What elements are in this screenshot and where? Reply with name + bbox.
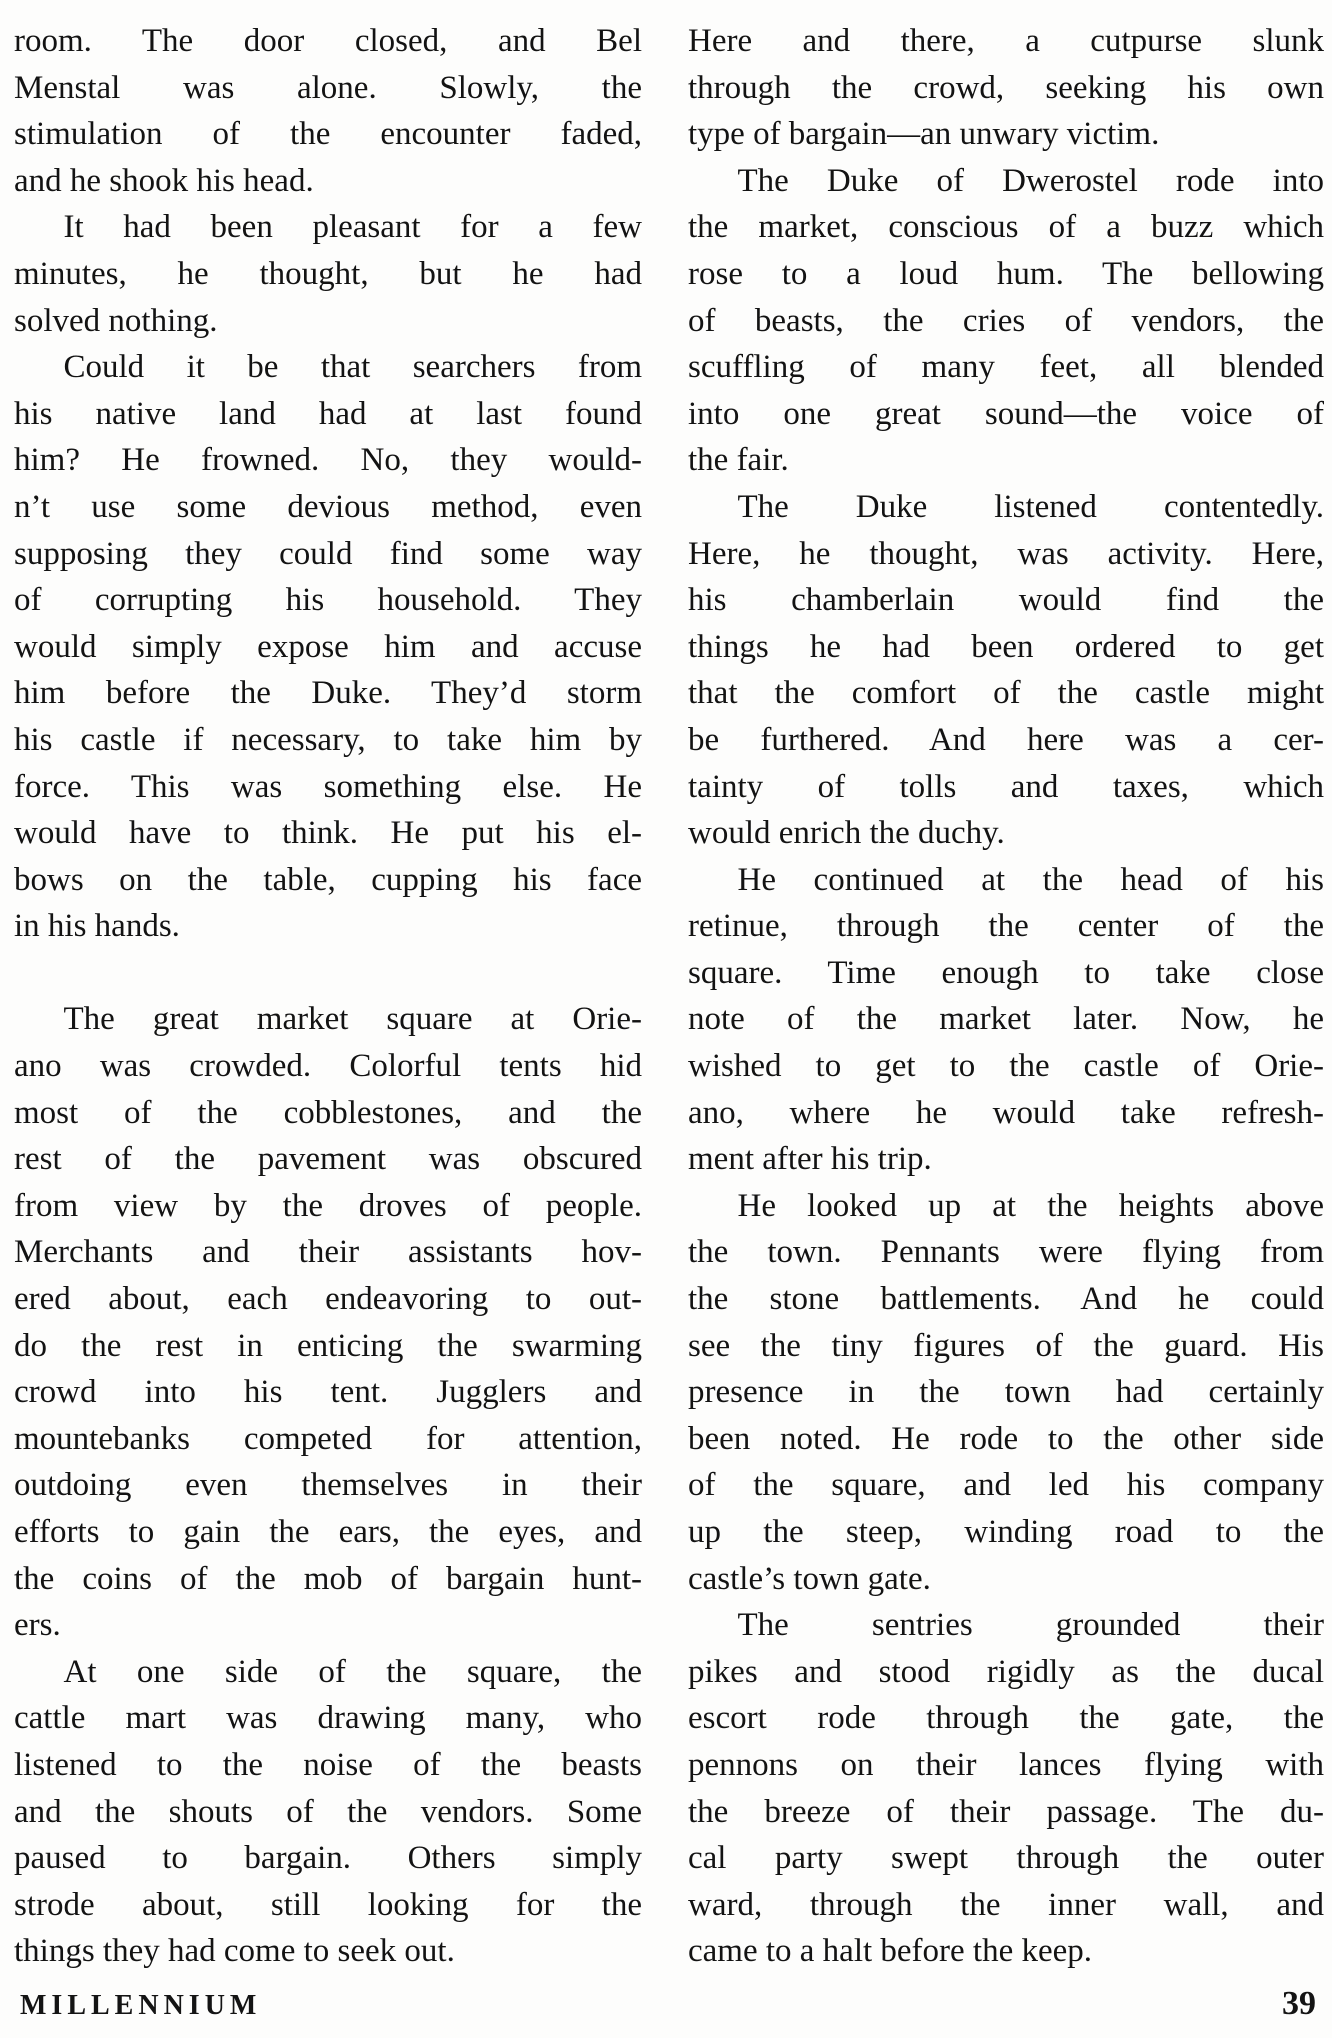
text-line: At one side of the square, the: [63, 1653, 642, 1690]
text-line: things they had come to seek out.: [14, 1933, 455, 1970]
text-line: paused to bargain. Others simply: [14, 1840, 642, 1877]
text-line: efforts to gain the ears, the eyes, and: [14, 1514, 642, 1550]
text-line: ers.: [14, 1607, 61, 1644]
text-line: Here and there, a cutpurse slunk: [688, 23, 1324, 59]
page-number: 39: [1282, 1984, 1316, 2022]
text-line: rose to a loud hum. The bellowing: [688, 255, 1324, 292]
text-line: cal party swept through the outer: [688, 1840, 1324, 1877]
text-line: ment after his trip.: [688, 1141, 932, 1178]
text-line: force. This was something else. He: [14, 768, 642, 805]
text-line: the fair.: [688, 442, 789, 479]
text-line: his native land had at last found: [14, 395, 642, 432]
column-left: [14, 18, 642, 1975]
text-line: He looked up at the heights above: [737, 1187, 1324, 1224]
text-line: square. Time enough to take close: [688, 954, 1324, 991]
text-line: his castle if necessary, to take him by: [14, 721, 642, 758]
text-line: the stone battlements. And he could: [688, 1281, 1324, 1318]
text-line: strode about, still looking for the: [14, 1886, 642, 1923]
text-line: escort rode through the gate, the: [688, 1700, 1324, 1737]
blank-line: [14, 950, 642, 997]
text-line: the town. Pennants were flying from: [688, 1234, 1324, 1271]
text-line: presence in the town had certainly: [688, 1374, 1324, 1411]
text-line: supposing they could find some way: [14, 535, 642, 572]
text-line: listened to the noise of the beasts: [14, 1746, 642, 1783]
text-line: bows on the table, cupping his face: [14, 861, 642, 898]
text-line: tainty of tolls and taxes, which: [688, 768, 1324, 805]
column-right: [688, 18, 1324, 1975]
text-line: Could it be that searchers from: [63, 349, 642, 386]
text-line: scuffling of many feet, all blended: [688, 349, 1324, 386]
text-line: through the crowd, seeking his own: [688, 69, 1324, 106]
text-line: n’t use some devious method, even: [14, 488, 642, 525]
text-line: do the rest in enticing the swarming: [14, 1327, 642, 1364]
text-line: Merchants and their assistants hov-: [14, 1234, 642, 1271]
text-line: would have to think. He put his el-: [14, 815, 642, 852]
text-line: of corrupting his household. They: [14, 582, 642, 619]
text-line: pikes and stood rigidly as the ducal: [688, 1653, 1324, 1690]
text-line: He continued at the head of his: [737, 861, 1324, 898]
text-line: pennons on their lances flying with: [688, 1746, 1324, 1783]
text-line: from view by the droves of people.: [14, 1187, 642, 1224]
page-footer: [0, 1985, 1332, 2023]
text-line: type of bargain—an unwary victim.: [688, 116, 1160, 153]
text-line: mountebanks competed for attention,: [14, 1420, 642, 1457]
text-line: the coins of the mob of bargain hunt-: [14, 1560, 642, 1597]
text-line: ano was crowded. Colorful tents hid: [14, 1048, 642, 1085]
text-line: the breeze of their passage. The du-: [688, 1793, 1324, 1830]
text-line: his chamberlain would find the: [688, 582, 1324, 619]
text-line: Here, he thought, was activity. Here,: [688, 535, 1324, 572]
text-line: Menstal was alone. Slowly, the: [14, 69, 642, 106]
text-line: of beasts, the cries of vendors, the: [688, 302, 1324, 339]
text-line: The Duke of Dwerostel rode into: [737, 162, 1324, 199]
text-line: wished to get to the castle of Orie-: [688, 1048, 1324, 1085]
magazine-title: MILLENNIUM: [20, 1989, 262, 2021]
text-line: him? He frowned. No, they would-: [14, 442, 642, 479]
text-line: The Duke listened contentedly.: [737, 488, 1324, 525]
text-line: room. The door closed, and Bel: [14, 23, 642, 59]
text-line: solved nothing.: [14, 302, 218, 339]
text-line: most of the cobblestones, and the: [14, 1094, 642, 1131]
text-line: that the comfort of the castle might: [688, 675, 1324, 712]
text-line: be furthered. And here was a cer-: [688, 721, 1324, 758]
text-line: up the steep, winding road to the: [688, 1514, 1324, 1550]
text-line: note of the market later. Now, he: [688, 1001, 1324, 1038]
text-line: the market, conscious of a buzz which: [688, 209, 1324, 246]
text-line: The great market square at Orie-: [63, 1001, 642, 1038]
text-line: in his hands.: [14, 908, 180, 945]
text-line: into one great sound—the voice of: [688, 395, 1324, 432]
text-line: things he had been ordered to get: [688, 628, 1324, 665]
text-line: ward, through the inner wall, and: [688, 1886, 1324, 1923]
text-line: him before the Duke. They’d storm: [14, 675, 642, 712]
text-line: would simply expose him and accuse: [14, 628, 642, 665]
text-line: stimulation of the encounter faded,: [14, 116, 642, 153]
text-line: outdoing even themselves in their: [14, 1467, 642, 1504]
text-line: and he shook his head.: [14, 162, 314, 199]
text-line: crowd into his tent. Jugglers and: [14, 1374, 642, 1411]
text-line: cattle mart was drawing many, who: [14, 1700, 642, 1737]
text-line: rest of the pavement was obscured: [14, 1141, 642, 1178]
text-line: and the shouts of the vendors. Some: [14, 1793, 642, 1830]
text-line: It had been pleasant for a few: [63, 209, 642, 246]
text-line: would enrich the duchy.: [688, 815, 1005, 852]
text-line: minutes, he thought, but he had: [14, 255, 642, 292]
text-line: The sentries grounded their: [737, 1607, 1324, 1644]
text-line: castle’s town gate.: [688, 1560, 931, 1597]
text-line: retinue, through the center of the: [688, 908, 1324, 945]
text-line: see the tiny figures of the guard. His: [688, 1327, 1324, 1364]
text-line: came to a halt before the keep.: [688, 1933, 1093, 1970]
text-line: ano, where he would take refresh-: [688, 1094, 1324, 1131]
text-line: ered about, each endeavoring to out-: [14, 1281, 642, 1318]
text-line: been noted. He rode to the other side: [688, 1420, 1324, 1457]
text-line: of the square, and led his company: [688, 1467, 1324, 1504]
